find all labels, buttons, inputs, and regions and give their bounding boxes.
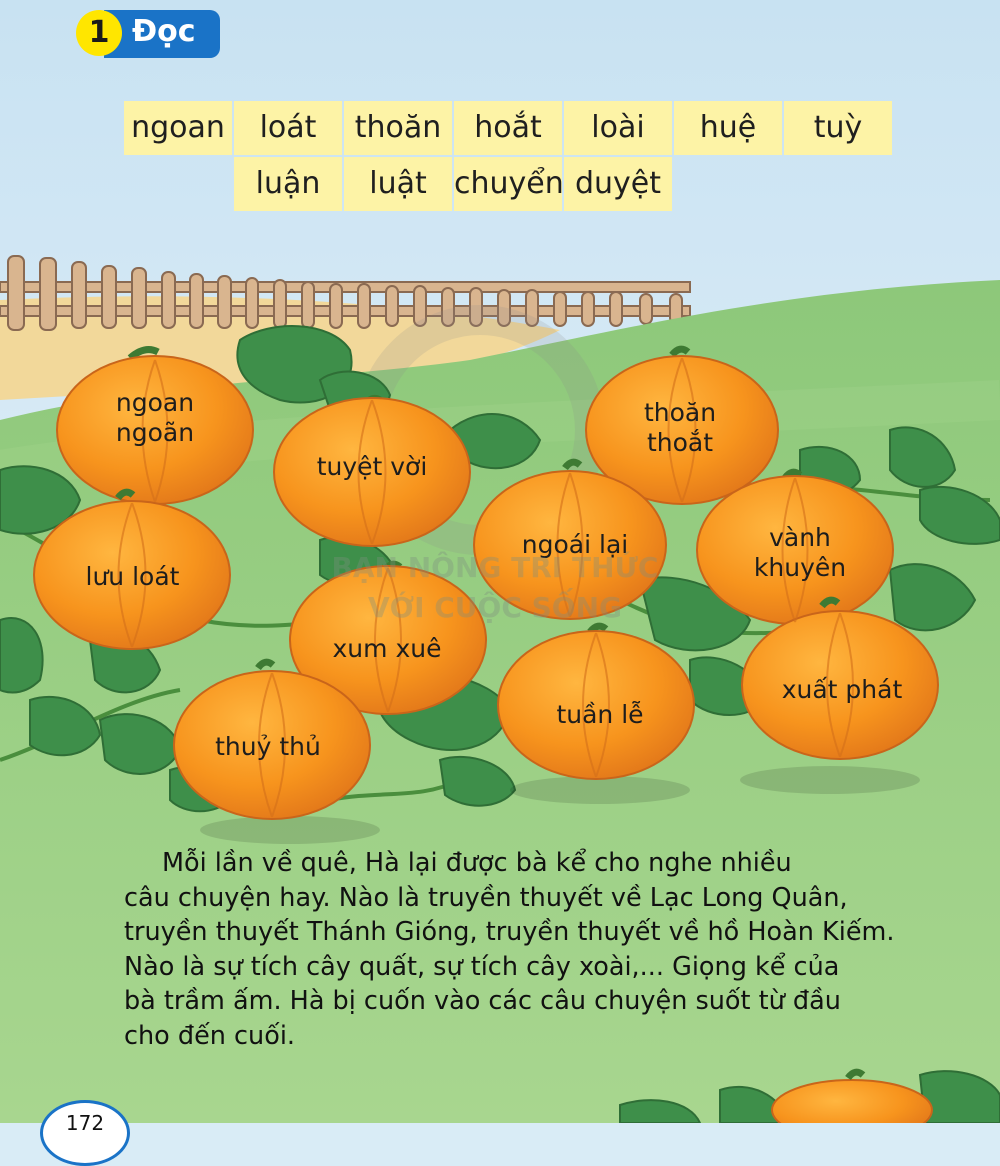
pumpkin-label: xum xuê	[332, 634, 442, 663]
word-cell: duyệt	[564, 157, 672, 211]
pumpkin-label: lưu loát	[85, 562, 180, 591]
pumpkin-label: vành khuyên	[753, 523, 847, 582]
passage-line: cho đến cuối.	[124, 1020, 296, 1051]
section-number: 1	[76, 10, 122, 56]
pumpkin-label: xuất phát	[781, 675, 903, 704]
pumpkin-label: tuyệt vời	[316, 452, 428, 481]
word-cell: hoắt	[454, 101, 562, 155]
passage-line: Nào là sự tích cây quất, sự tích cây xoài,... Giọng kể của	[124, 951, 840, 982]
passage-line: truyền thuyết Thánh Gióng, truyền thuyết về hồ Hoàn Kiếm.	[124, 917, 895, 947]
passage-line: bà trầm ấm. Hà bị cuốn vào các câu chuyện suốt từ đầu	[124, 986, 841, 1016]
word-cell: luật	[344, 157, 452, 211]
word-cell: luận	[234, 157, 342, 211]
word-cell: tuỳ	[784, 101, 892, 155]
page-number: 172	[40, 1100, 130, 1166]
word-cell: thoăn	[344, 101, 452, 155]
section-badge	[76, 4, 222, 58]
pumpkin-label: ngoan ngoãn	[115, 388, 195, 447]
word-cell: ngoan	[124, 101, 232, 155]
pumpkin-label: thoăn thoắt	[643, 398, 717, 457]
word-cell: chuyển	[454, 157, 562, 211]
watermark-text: BẠN NÔNG TRI THỨC VỚI CUỘC SỐNG	[331, 551, 659, 624]
pumpkin-label: thuỷ thủ	[215, 732, 321, 761]
pumpkin-label: ngoái lại	[521, 530, 629, 559]
reading-passage	[124, 846, 904, 1053]
passage-line: câu chuyện hay. Nào là truyền thuyết về Lạc Long Quân,	[124, 882, 848, 913]
section-label: Đọc	[132, 14, 196, 49]
passage-line: Mỗi lần về quê, Hà lại được bà kể cho nghe nhiều	[162, 848, 792, 878]
pumpkin-label: tuần lễ	[556, 700, 644, 729]
word-cell: loát	[234, 101, 342, 155]
word-cell: huệ	[674, 101, 782, 155]
word-cell: loài	[564, 101, 672, 155]
